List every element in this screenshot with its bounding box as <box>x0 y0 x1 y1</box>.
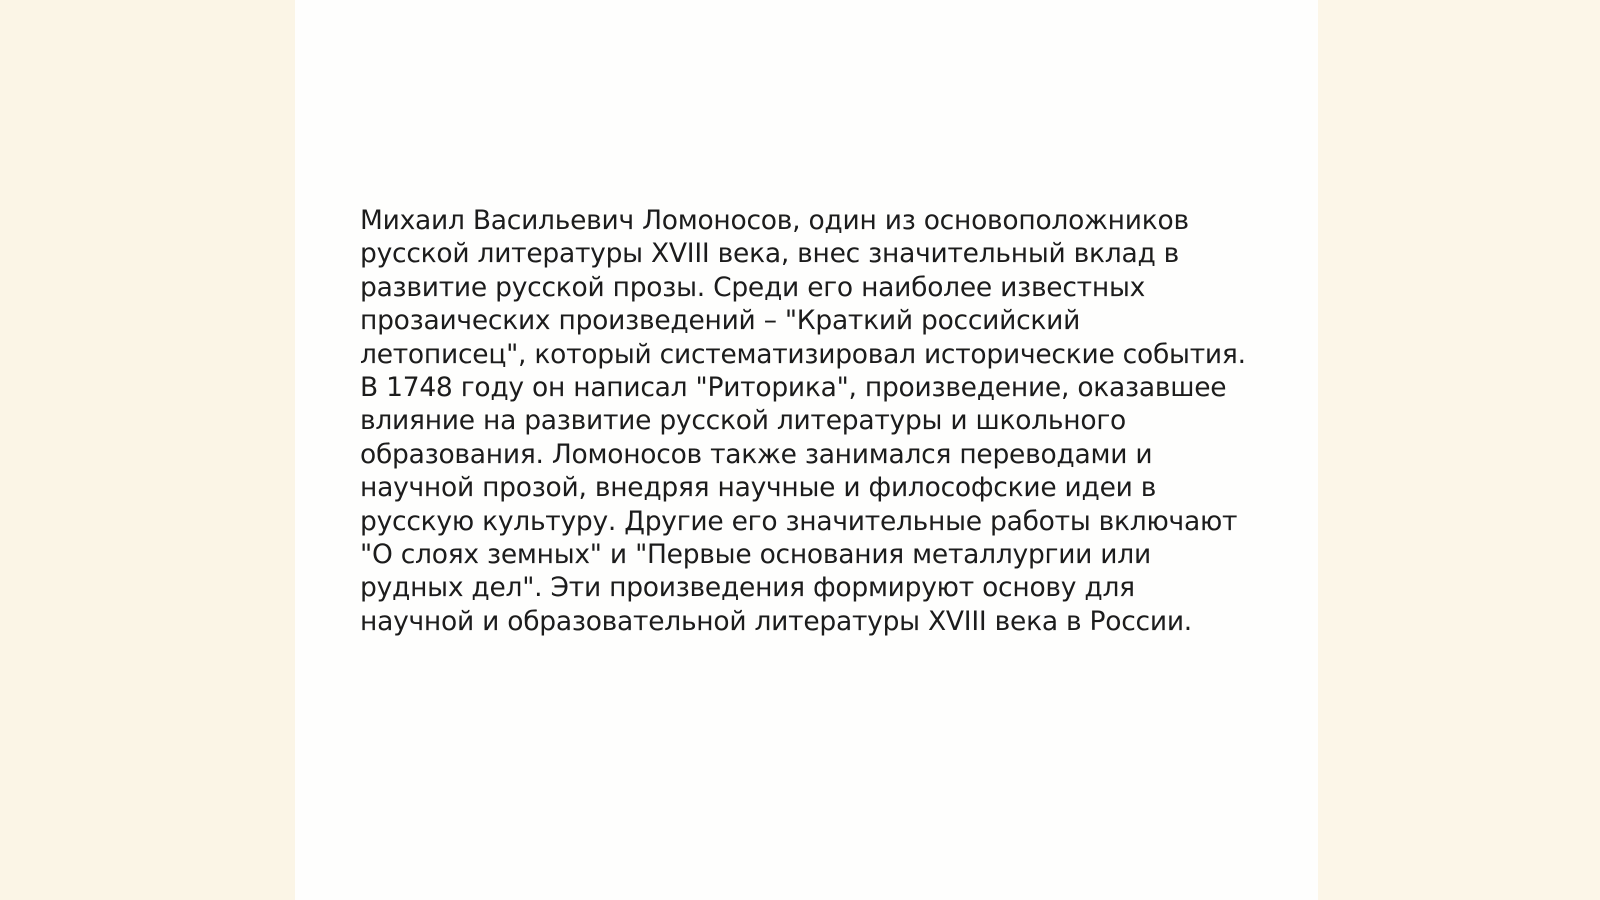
text-line: научной и образовательной литературы XVIII века в России. <box>360 605 1192 637</box>
text-line: Михаил Васильевич Ломоносов, один из основоположников <box>360 205 1189 236</box>
slide-body-text <box>360 204 1260 638</box>
text-line: русской литературы XVIII века, внес значительный вклад в <box>360 238 1180 270</box>
text-line: "О слоях земных" и "Первые основания металлургии или <box>360 539 1151 571</box>
text-line: В 1748 году он написал "Риторика", произведение, оказавшее <box>360 372 1227 404</box>
text-line: русскую культуру. Другие его значительные работы включают <box>360 505 1238 537</box>
text-line: рудных дел". Эти произведения формируют основу для <box>360 572 1135 604</box>
text-line: развитие русской прозы. Среди его наиболее известных <box>360 271 1146 303</box>
text-line: летописец", который систематизировал исторические события. <box>360 338 1246 370</box>
slide-page <box>295 0 1318 900</box>
text-line: научной прозой, внедряя научные и философские идеи в <box>360 472 1157 504</box>
right-margin <box>1318 0 1600 900</box>
left-margin <box>0 0 295 900</box>
text-line: образования. Ломоносов также занимался переводами и <box>360 438 1153 470</box>
text-line: влияние на развитие русской литературы и школьного <box>360 405 1126 437</box>
text-line: прозаических произведений – "Краткий российский <box>360 305 1081 337</box>
